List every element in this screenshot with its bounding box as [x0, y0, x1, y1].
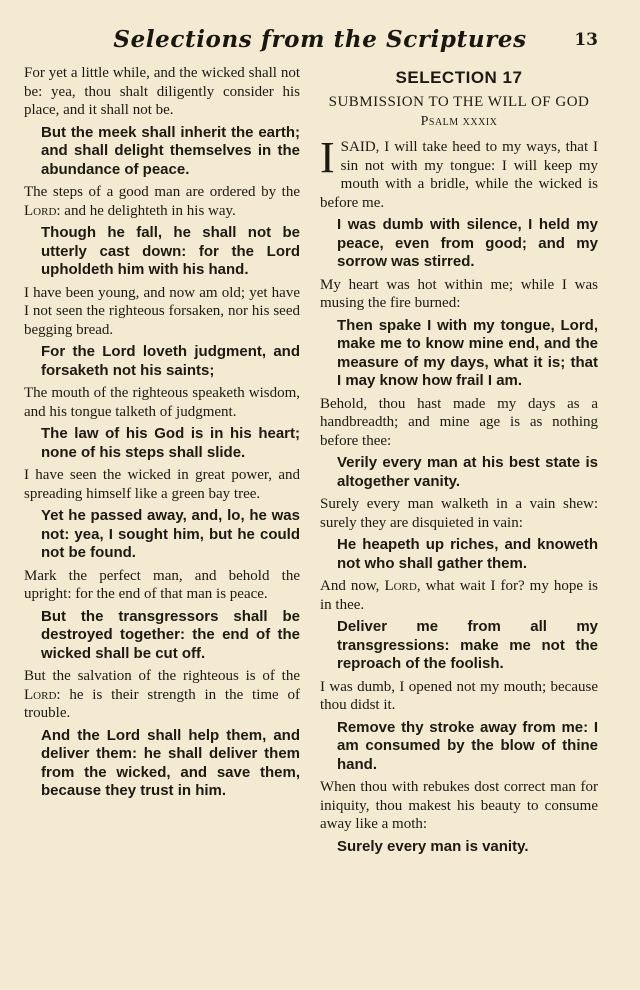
left-column — [24, 64, 300, 805]
selection-subtitle: SUBMISSION TO THE WILL OF GOD — [328, 94, 590, 110]
response-verse: Though he fall, he shall not be utterly cast down: for the Lord upholdeth him with his hand. — [41, 224, 300, 278]
drop-cap: I — [320, 133, 335, 182]
selection-title: SELECTION 17 — [395, 68, 523, 87]
people-verse: And now, Lord, what wait I for? my hope is in thee. — [320, 578, 598, 613]
running-title: Selections from the Scriptures — [113, 26, 527, 53]
response-verse: For the Lord loveth judgment, and forsaketh not his saints; — [41, 343, 300, 379]
people-verse: Behold, thou hast made my days as a handbreadth; and mine age is as nothing before thee: — [320, 395, 598, 449]
response-verse: Yet he passed away, and, lo, he was not: yea, I sought him, but he could not be found. — [41, 507, 300, 561]
response-verse: But the meek shall inherit the earth; and shall delight themselves in the abundance of peace. — [41, 123, 300, 178]
response-verse: Deliver me from all my transgressions: make me not the reproach of the foolish. — [337, 618, 598, 672]
people-verse: I have seen the wicked in great power, and spreading himself like a green bay tree. — [24, 467, 300, 502]
lord-smallcaps: Lord — [24, 202, 57, 219]
lord-smallcaps: Lord — [24, 686, 57, 703]
response-verse: He heapeth up riches, and knoweth not who shall gather them. — [337, 536, 598, 572]
people-verse: I have been young, and now am old; yet have I not seen the righteous forsaken, nor his seed begging bread. — [24, 284, 300, 338]
people-verse: Mark the perfect man, and behold the upright: for the end of that man is peace. — [24, 567, 300, 602]
response-verse: But the transgressors shall be destroyed together: the end of the wicked shall be cut off. — [41, 607, 300, 662]
response-verse: And the Lord shall help them, and deliver them: he shall deliver them from the wicked, and save them, because they trust in him. — [41, 726, 300, 799]
response-verse: Verily every man at his best state is altogether vanity. — [337, 454, 598, 490]
page-header — [0, 22, 640, 62]
people-verse: The steps of a good man are ordered by the Lord: and he delighteth in his way. — [24, 184, 300, 219]
lord-smallcaps: Lord — [384, 578, 417, 594]
response-verse: Then spake I with my tongue, Lord, make me to know mine end, and the measure of my days, what it is; that I may know how frail I am. — [337, 316, 598, 389]
people-verse: For yet a little while, and the wicked shall not be: yea, thou shalt diligently consider his place, and it shall not be. — [24, 65, 300, 118]
people-verse: The mouth of the righteous speaketh wisdom, and his tongue talketh of judgment. — [24, 385, 300, 420]
right-column — [320, 64, 598, 860]
response-verse: Surely every man is vanity. — [337, 837, 529, 855]
people-verse: Surely every man walketh in a vain shew: surely they are disquieted in vain: — [320, 496, 598, 531]
page-number: 13 — [574, 30, 598, 50]
people-verse: I was dumb, I opened not my mouth; because thou didst it. — [320, 678, 598, 713]
people-verse: When thou with rebukes dost correct man for iniquity, thou makest his beauty to consume away like a moth: — [320, 779, 598, 832]
opening-verse: ISAID, I will take heed to my ways, that I sin not with my tongue: I will keep my mouth with a bridle, while the wicked is before me. — [320, 133, 598, 211]
psalm-reference: Psalm xxxix — [420, 114, 498, 129]
response-verse: I was dumb with silence, I held my peace, even from good; and my sorrow was stirred. — [337, 216, 598, 270]
response-verse: Remove thy stroke away from me: I am consumed by the blow of thine hand. — [337, 718, 598, 773]
response-verse: The law of his God is in his heart; none of his steps shall slide. — [41, 425, 300, 461]
people-verse: But the salvation of the righteous is of the Lord: he is their strength in the time of trouble. — [24, 668, 300, 721]
people-verse: My heart was hot within me; while I was musing the fire burned: — [320, 276, 598, 311]
